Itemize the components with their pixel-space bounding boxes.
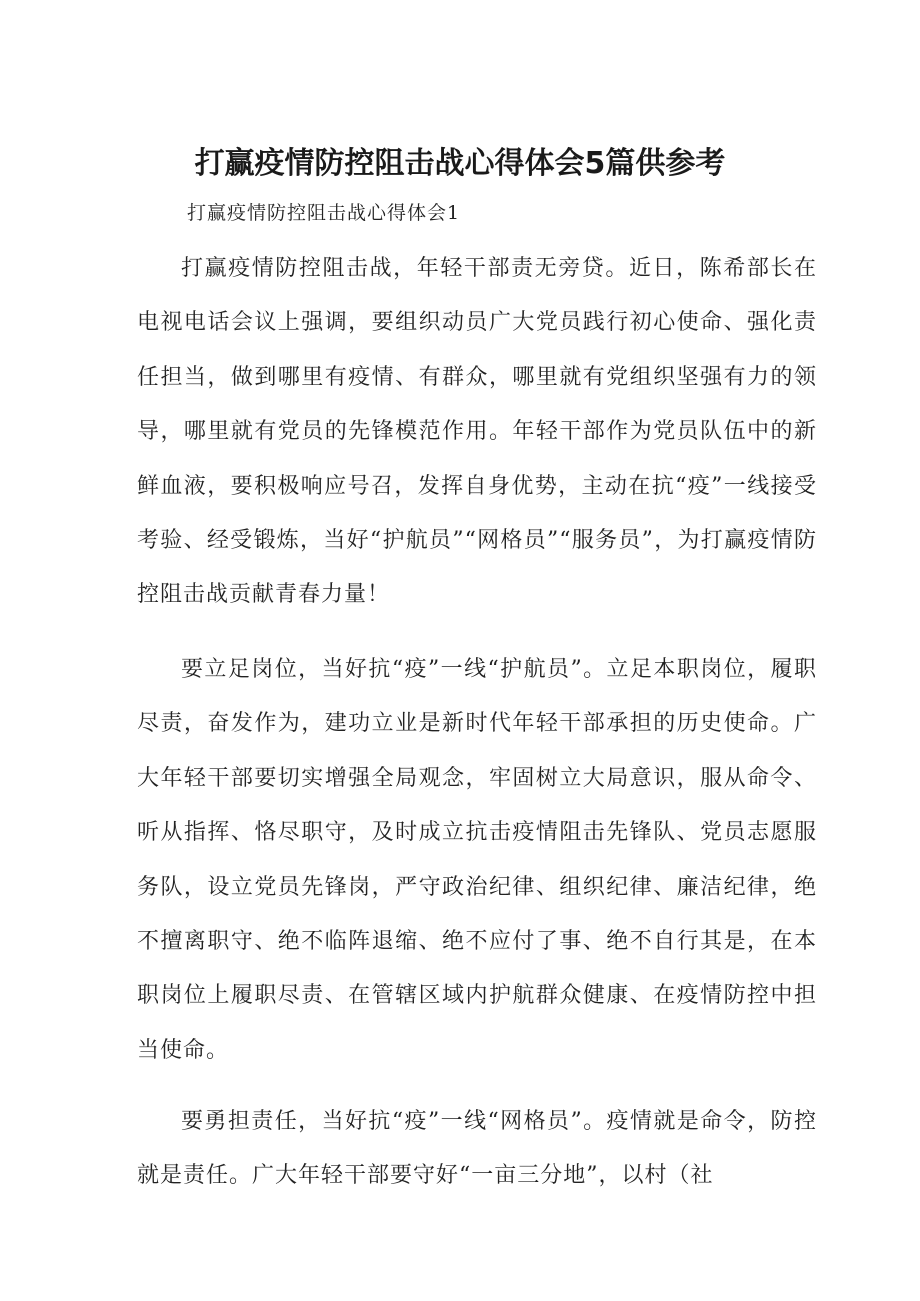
paragraph-3: 要勇担责任，当好抗“疫”一线“网格员”。疫情就是命令，防控就是责任。广大年轻干部要守好“一亩三分地”，以村（社 bbox=[137, 1109, 817, 1189]
paragraph-2: 要立足岗位，当好抗“疫”一线“护航员”。立足本职岗位，履职尽责，奋发作为，建功立业是新时代年轻干部承担的历史使命。广大年轻干部要切实增强全局观念，牢固树立大局意识，服从命令、听从指挥、恪尽职守，及时成立抗击疫情阻击先锋队、党员志愿服务队，设立党员先锋岗，严守政治纪律、组织纪律、廉洁纪律，绝不擅离职守、绝不临阵退缩、绝不应付了事、绝不自行其是，在本职岗位上履职尽责、在管辖区域内护航群众健康、在疫情防控中担当使命。 bbox=[137, 657, 817, 1063]
paragraph-1: 打赢疫情防控阻击战，年轻干部责无旁贷。近日，陈希部长在电视电话会议上强调，要组织动员广大党员践行初心使命、强化责任担当，做到哪里有疫情、有群众，哪里就有党组织坚强有力的领导，哪里就有党员的先锋模范作用。年轻干部作为党员队伍中的新鲜血液，要积极响应号召，发挥自身优势，主动在抗“疫”一线接受考验、经受锻炼，当好“护航员”“网格员”“服务员”，为打赢疫情防控阻击战贡献青春力量！ bbox=[137, 256, 817, 608]
document-title: 打赢疫情防控阻击战心得体会5篇供参考 bbox=[194, 146, 726, 182]
section-subtitle: 打赢疫情防控阻击战心得体会1 bbox=[187, 202, 461, 224]
